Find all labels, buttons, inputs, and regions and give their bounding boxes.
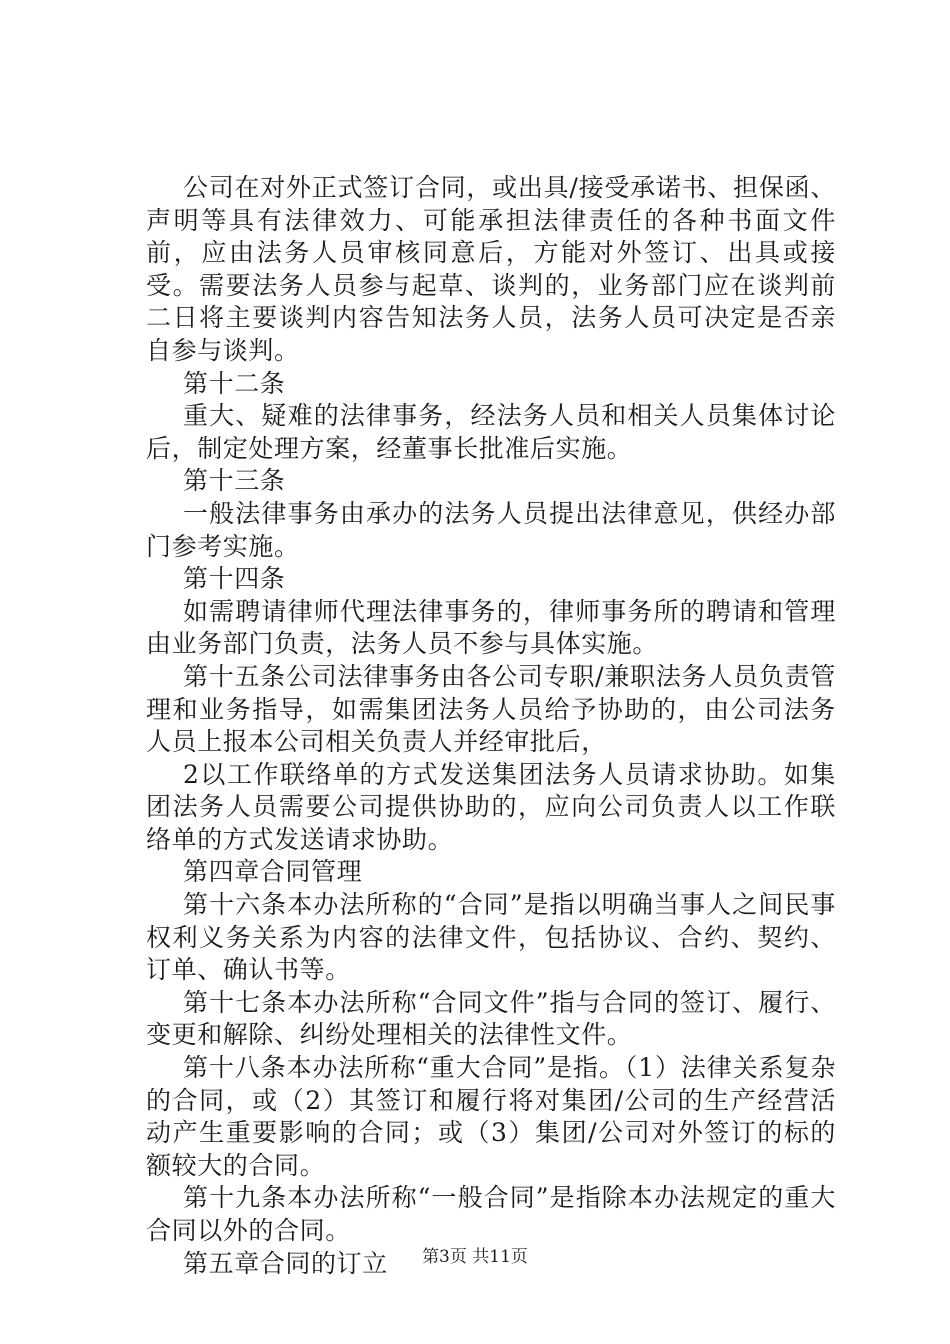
paragraph: 第十五条公司法律事务由各公司专职/兼职法务人员负责管理和业务指导，如需集团法务人员给予协助的，由公司法务人员上报本公司相关负责人并经审批后， [146,661,836,757]
article-heading: 第十四条 [183,564,286,594]
paragraph: 第十六条本办法所称的“合同”是指以明确当事人之间民事权利义务关系为内容的法律文件，包括协议、合约、契约、订单、确认书等。 [146,890,836,985]
paragraph: 第十八条本办法所称“重大合同”是指。（1）法律关系复杂的合同，或（2）其签订和履行将对集团/公司的生产经营活动产生重要影响的合同；或（3）集团/公司对外签订的标的额较大的合同。 [146,1053,836,1180]
chapter-heading: 第五章合同的订立 [183,1248,388,1278]
paragraph: 一般法律事务由承办的法务人员提出法律意见，供经办部门参考实施。 [146,498,836,561]
page-footer [0,1242,950,1267]
paragraph: 如需聘请律师代理法律事务的，律师事务所的聘请和管理由业务部门负责，法务人员不参与具体实施。 [146,596,836,659]
document-body [146,172,836,1280]
paragraph: 公司在对外正式签订合同，或出具/接受承诺书、担保函、声明等具有法律效力、可能承担法律责任的各种书面文件前，应由法务人员审核同意后，方能对外签订、出具或接受。需要法务人员参与起草、谈判的，业务部门应在谈判前二日将主要谈判内容告知法务人员，法务人员可决定是否亲自参与谈判。 [146,173,836,365]
article-heading: 第十三条 [183,466,286,496]
chapter-heading: 第四章合同管理 [183,857,363,887]
paragraph: 2以工作联络单的方式发送集团法务人员请求协助。如集团法务人员需要公司提供协助的，应向公司负责人以工作联络单的方式发送请求协助。 [146,759,836,854]
paragraph: 第十九条本办法所称“一般合同”是指除本办法规定的重大合同以外的合同。 [146,1183,836,1245]
paragraph: 第十七条本办法所称“合同文件”指与合同的签订、履行、变更和解除、纠纷处理相关的法律性文件。 [146,987,836,1050]
paragraph: 重大、疑难的法律事务，经法务人员和相关人员集体讨论后，制定处理方案，经董事长批准后实施。 [146,401,836,463]
article-heading: 第十二条 [183,368,286,398]
page-number: 第3页 共11页 [422,1247,528,1267]
